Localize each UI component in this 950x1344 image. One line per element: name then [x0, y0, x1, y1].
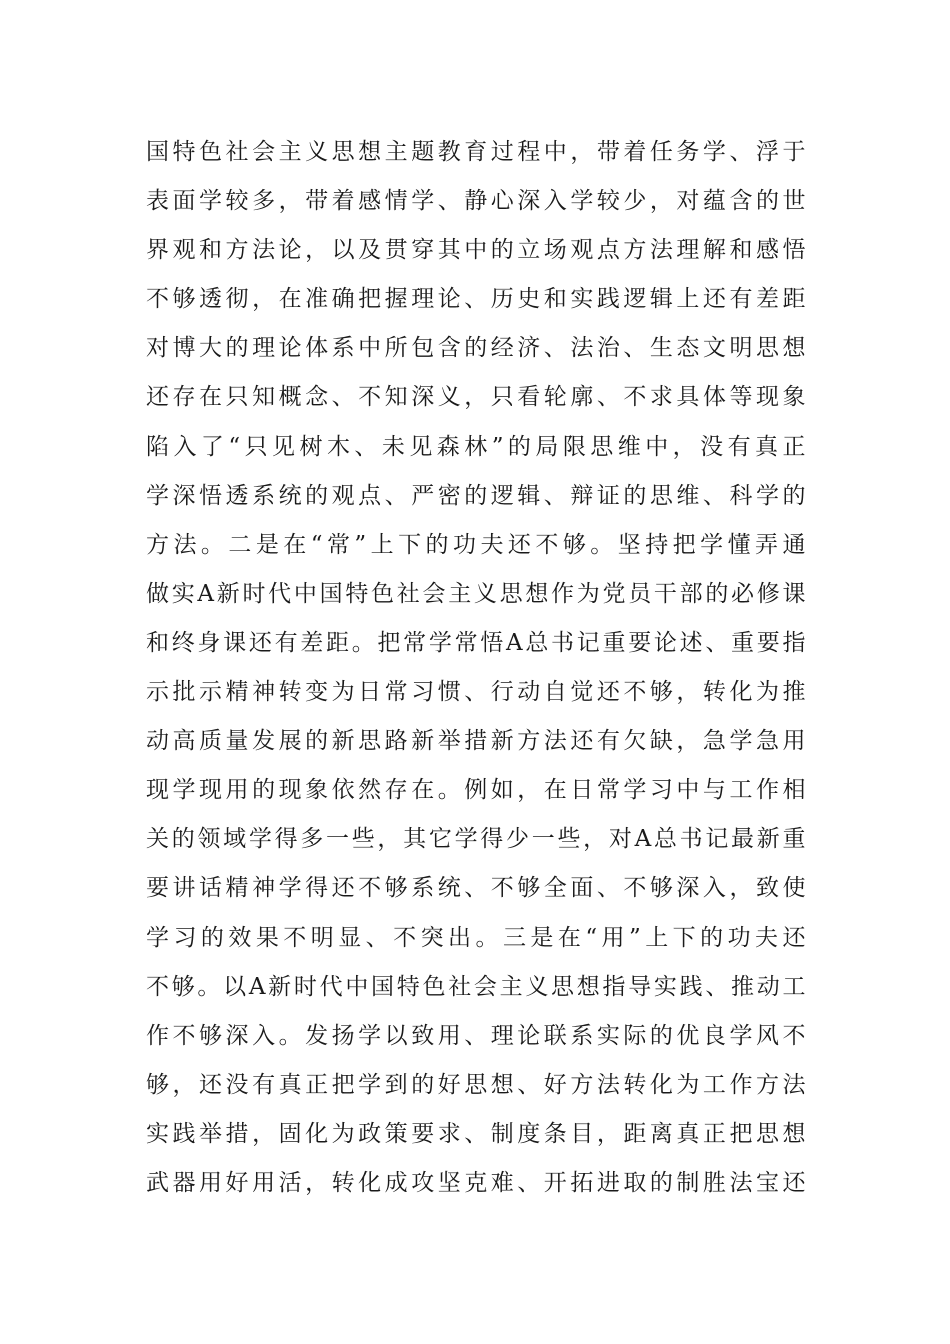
text-line: 陷入了“只见树木、未见森林”的局限思维中，没有真正 [146, 433, 806, 460]
text-line: 动高质量发展的新思路新举措新方法还有欠缺，急学急用 [146, 728, 806, 755]
text-line: 国特色社会主义思想主题教育过程中，带着任务学、浮于 [146, 139, 806, 165]
text-line: 作不够深入。发扬学以致用、理论联系实际的优良学风不 [146, 1022, 806, 1049]
text-line: 要讲话精神学得还不够系统、不够全面、不够深入，致使 [146, 875, 806, 902]
text-line: 学深悟透系统的观点、严密的逻辑、辩证的思维、科学的 [146, 482, 806, 509]
text-line: 方法。二是在“常”上下的功夫还不够。坚持把学懂弄通 [146, 531, 806, 558]
text-line: 做实A新时代中国特色社会主义思想作为党员干部的必修课 [146, 580, 806, 607]
text-line: 不够透彻，在准确把握理论、历史和实践逻辑上还有差距 [146, 286, 806, 313]
text-line: 够，还没有真正把学到的好思想、好方法转化为工作方法 [146, 1071, 806, 1098]
text-line: 表面学较多，带着感情学、静心深入学较少，对蕴含的世 [146, 188, 806, 215]
text-line: 对博大的理论体系中所包含的经济、法治、生态文明思想 [146, 335, 806, 362]
text-line: 不够。以A新时代中国特色社会主义思想指导实践、推动工 [146, 973, 806, 1000]
body-text [146, 128, 806, 1208]
text-line: 实践举措，固化为政策要求、制度条目，距离真正把思想 [146, 1120, 806, 1147]
text-line: 现学现用的现象依然存在。例如，在日常学习中与工作相 [146, 777, 806, 804]
text-line: 和终身课还有差距。把常学常悟A总书记重要论述、重要指 [146, 629, 806, 656]
text-line: 关的领域学得多一些，其它学得少一些，对A总书记最新重 [146, 826, 806, 853]
text-line: 示批示精神转变为日常习惯、行动自觉还不够，转化为推 [146, 679, 806, 706]
text-line: 武器用好用活，转化成攻坚克难、开拓进取的制胜法宝还 [146, 1169, 806, 1196]
text-line: 界观和方法论，以及贯穿其中的立场观点方法理解和感悟 [146, 237, 806, 264]
text-line: 学习的效果不明显、不突出。三是在“用”上下的功夫还 [146, 924, 806, 951]
text-line: 还存在只知概念、不知深义，只看轮廓、不求具体等现象 [146, 384, 806, 411]
